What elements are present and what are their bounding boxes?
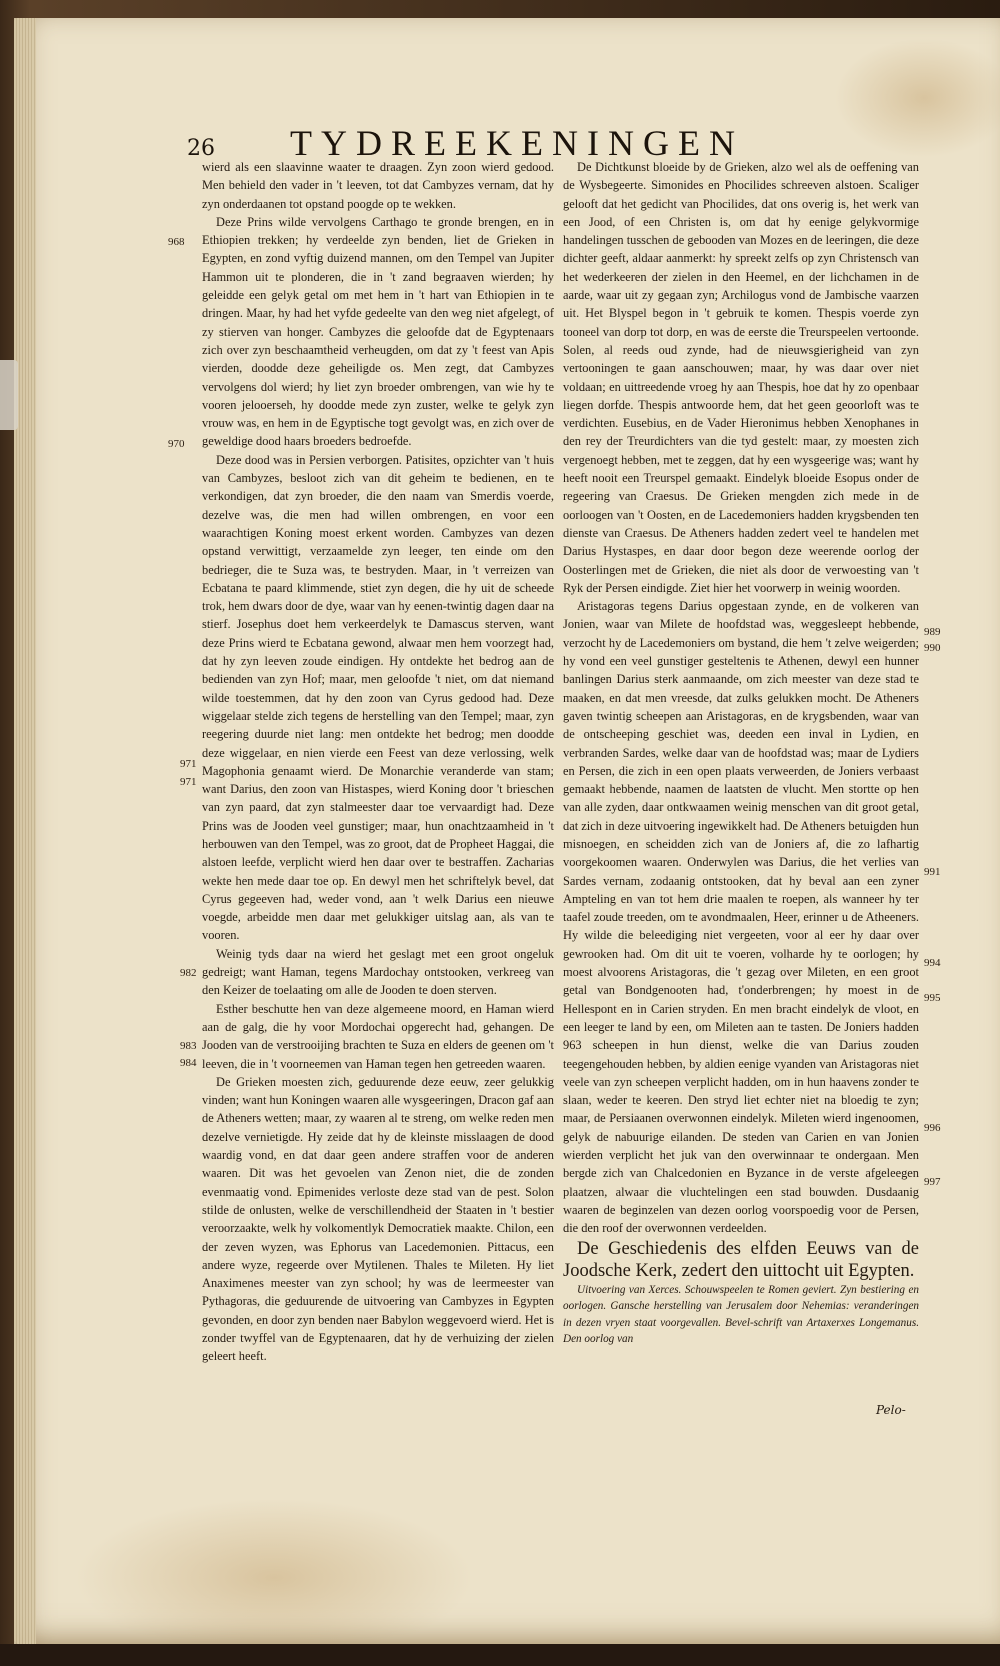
paragraph: Aristagoras tegens Darius opgestaan zynde, en de volkeren van Jonien, waar van Milete de hoofdstad was, weggesleept hebbende, verzocht hy de Lacedemoniers om bystand, die hem 't zelve weigerden; hy vond een veel gunstiger gesteltenis te Athenen, dewyl een hunner banlingen Darius sterk aanmaande, om zich meester van deze stad te maaken, en dat men vreesde, dat zulks gelukken mocht. De Atheners gaven twintig scheepen aan Aristagoras, en de krygsbenden, waar van de ontscheeping geschiet was, deeden een inval in Lydien, en verbranden Sardes, welke daar van de hoofdstad was; maar de Lydiers en Persen, die zich in een open plaats verweerden, de Joniers verbaast gemaakt hebbende, naamen de laatsten de vlucht. Men stortte op hen van alle zyden, daar ontkwaamen weinig menschen van dit groot getal, dat zich in deze uitvoering ingewikkelt had. De Atheners betuigden hun misnoegen, en scheidden zich van de Joniers af, die zo lafhartig voorgekoomen waaren. Onderwylen was Darius, die het verlies van Sardes vernam, zodaanig ontstooken, dat hy beval aan een zyner Ampteling en van tot hem drie maalen te roepen, als wanneer hy ter taafel zoude treeden, om te avondmaalen, Heer, erinner u de Atheeners. Hy wilde die beleediging niet vergeeten, voor al eer hy daar over gewrooken had. Om dit uit te voeren, volharde hy te oorlogen; hy moest alvoorens Aristagoras, die 't gezag over Mileten, en een groot getal van Bondgenooten had, t'onderbrengen; hy moest in de Hellespont en in Carien stryden. En men bracht eindelyk de vloot, en een leeger te land by een, om Mileten aan te tasten. De Joniers hadden 963 scheepen in hun dienst, welke die van Darius zouden teegengehouden hebben, by aldien eenige vyanden van Aristagoras niet veele van zyn scheepen verplicht hadden, om in hun haavens zonder te slaan, weder te keeren. Den stryd liet echter niet na bloedig te zyn; maar, de Persiaanen overwonnen eindelyk. Mileten wierd ingenoomen, gelyk de nabuurige eilanden. De steden van Carien en van Jonien wierden verplicht het juk van den overwinnaar te ondergaan. Men bergde zich van Chalcedonien en Byzance in de verste afgeleegen plaatzen, alwaar die vluchtelingen een stad bouwden. Dusdaanig waaren de beginzelen van dezen oorlog voorspoedig voor de Persen, die den roof der overwonnen verdeelden. — [563, 599, 919, 1236]
margin-year: 990 — [924, 642, 941, 654]
page-number: 26 — [187, 136, 215, 161]
section-summary: Uitvoering van Xerces. Schouwspeelen te Romen geviert. Zyn bestiering en oorlogen. Gansche herstelling van Jerusalem door Nehemias: veranderingen in dezen vryen staat voorgevallen. Bevel-schrift van Artaxerxes Longemanus. Den oorlog van — [563, 1283, 919, 1346]
margin-year: 971 — [180, 758, 197, 770]
margin-year: 997 — [924, 1176, 941, 1188]
left-column — [202, 158, 554, 1403]
margin-year: 989 — [924, 626, 941, 638]
margin-year: 970 — [168, 438, 185, 450]
paragraph: De Dichtkunst bloeide by de Grieken, alzo wel als de oeffening van de Wysbegeerte. Simonides en Phocilides schreeven alstoen. Scaliger gelooft dat het gedicht van Phocilides, dat ons overig is, het werk van een Jood, of een Christen is, om dat hy eenige gelykvormige handelingen tusschen de gebooden van Mozes en de leeringen, die deze dichter geeft, aldaar aanmerkt: hy spreekt zelfs op zyn Christensch van het wederkeeren der zielen in den Heemel, en der lichchamen in de aarde, waar uit zy gegaan zyn; Archilogus vond de Jambische vaarzen uit. Het Blyspel begon in 't gebruik te komen. Thespis voerde zyn tooneel van dorp tot dorp, en was de eerste die Treurspeelen vertoonde. Solen, al reeds oud zynde, had de nieuwsgierigheid van zyn vertooningen te gaan aanschouwen; maar, hy was daar over niet voldaan; en uittreedende vroeg hy aan Thespis, hoe dat hy zo openbaar liegen dorfde. Thespis antwoorde hem, dat het geen geoorloft was te verdichten. Eusebius, en de Vader Hieronimus hebben Xenophanes in den rey der Treurdichters van die tyd gestelt: maar, zy moesten zich vergenoegt hebben, met te zeggen, dat hy een wysgeerige was; want hy heeft nooit een Treurspel gemaakt. Eindelyk bloeide Esopus onder de regeering van Craesus. De Grieken mengden zich mede in de oorloogen van 't Oosten, en de Lacedemoniers hadden krygsbenden ten dienste van Craesus. De Atheners hadden zedert veel te handelen met Darius Hystaspes, en daar door begon deze weerende oorlog der Oosterlingen met de Grieken, die niet als door de verwoesting van 't Ryk der Persen eindigde. Ziet hier het voorwerp in weinig woorden. — [563, 160, 919, 595]
page-edge — [14, 18, 36, 1644]
catchword: Pelo- — [876, 1403, 906, 1417]
paragraph: Esther beschutte hen van deze algemeene moord, en Haman wierd aan de galg, die hy voor Mordochai opgerecht had, gehangen. De Jooden van de verstrooijing brachten te Suza en elders de geenen om 't leeven, die in 't voorneemen van Haman tegen hen getreeden waaren. — [202, 1001, 554, 1071]
margin-year: 971 — [180, 776, 197, 788]
page-tab — [0, 360, 18, 430]
margin-year: 994 — [924, 957, 941, 969]
right-column — [563, 158, 919, 1403]
section-heading: De Geschiedenis des elfden Eeuws van de Joodsche Kerk, zedert den uittocht uit Egypten. — [563, 1238, 919, 1281]
margin-year: 983 — [180, 1040, 197, 1052]
margin-year: 996 — [924, 1122, 941, 1134]
margin-year: 982 — [180, 967, 197, 979]
paragraph: Deze Prins wilde vervolgens Carthago te gronde brengen, en in Ethiopien trekken; hy verdeelde zyn benden, liet de Grieken in Egypten, en zond vyftig duizend mannen, om den Tempel van Jupiter Hammon uit te plonderen, die in 't zand begraaven wierden; hy geleidde een gelyk getal om met hem in 't hart van Ethiopien in te dringen. Maar, hy had het vyfde gedeelte van den weg niet afgelegt, of zy stierven van honger. Cambyzes die geloofde dat de Egyptenaars zich over zyn beschaamtheid verheugden, om dat zy 't feest van Apis vierden, doodde deze geheiligde os. Men zegt, dat Cambyzes vervolgens dol wierd; hy liet zyn broeder ombrengen, van wie hy te vooren jelooerseh, hy doodde mede zyn zuster, welke te gelyk zyn vrouw was, en hem in de Egyptische togt gevolgt was, en zich over de geweldige dood haars broeders bedroefde. — [202, 214, 554, 449]
margin-year: 991 — [924, 866, 941, 878]
paragraph: Deze dood was in Persien verborgen. Patisites, opzichter van 't huis van Cambyzes, besloot zich van dit geheim te bedienen, en te verkondigen, dat zyn broeder, die den naam van Smerdis voerde, dezelve was, die men had willen ombrengen, en voor een waarachtigen Koning moest erkent worden. Cambyzes van dezen opstand verwittigt, verzaamelde zyn leeger, ten einde om den bedrieger, die te Suza was, te bestryden. Maar, in 't verreizen van Ecbatana te paard klimmende, stiet zyn degen, die hy uit de scheede trok, hem dwars door de dye, waar van hy eenen-twintig dagen daar na stierf. Josephus doet hem verkeerdelyk te Damascus sterven, want deze Prins wierd te Ecbatana gewond, alwaar men hem voorzegt had, dat hy zyn leeven zoude eindigen. Hy ontdekte het bedrog aan de bedienden van zyn Hof; maar, men geloofde 't niet, om dat niemand wilde toestemmen, dat hy den zoon van Cyrus gedood had. Deze wiggelaar stelde zich tegens de herstelling van den Tempel; maar, zyn reegering duurde niet lang: men ontdekte het bedrog; men doodde deze wiggelaar, en nien vierde een Feest van deze verlossing, welk Magophonia genaamt wierd. De Monarchie veranderde van stam; want Darius, den zoon van Histaspes, wierd Koning door 't brieschen van zyn paard, dat zyn stalmeester daar toe vervaardigt had. Deze Prins was de Jooden veel gunstiger; maar, hun onachtzaamheid in 't herbouwen van den Tempel, was zo groot, dat de Propheet Haggai, die alstoen leefde, verplicht wierd hen daar over te bestraffen. Zacharias wekte hen mede daar toe op. En dewyl men het schriftelyk bevel, dat Cyrus gegeeven had, weder vond, aan 't welk Darius een nieuwe voegde, arbeidde men daar met gelukkiger uitslag aan, als van te vooren. — [202, 452, 554, 943]
paragraph: Weinig tyds daar na wierd het geslagt met een groot ongeluk gedreigt; want Haman, tegens Mardochay ontstooken, verkreeg van den Keizer de toelaating om alle de Jooden te doen sterven. — [202, 946, 554, 998]
paragraph: De Grieken moesten zich, geduurende deze eeuw, zeer gelukkig vinden; want hun Koningen waaren alle wysgeeringen, Dracon gaf aan de Atheners wetten; maar, zy waaren al te streng, om welke reden men dezelve vernietigde. Hy zeide dat hy de kleinste misslaagen de dood waardig vond, en dat daar geen andere straffen voor de anderen waaren. Dit was het gevoelen van Zenon niet, die de zonden evenmaatig vond. Epimenides verloste deze stad van de pest. Solon stilde de onlusten, welke de verschillendheid der Staaten in 't bestier veroorzaakte, welk hy volkomentlyk Democratiek maakte. Chilon, een der zeven wyzen, was Ephorus van Lacedemonien. Pittacus, een andere wyze, regeerde over Mytilenen. Thales te Mileten. Hy liet Anaximenes meester van zyn school; hy was de leermeester van Pythagoras, die geduurende de uitvoering van Cambyzes in Egypten gevonden, en door zyn benden naer Babylon weggevoerd wierd. Het is zonder twyffel van de Egyptenaaren, dat hy de verhuizing der zielen geleert heeft. — [202, 1074, 554, 1364]
running-title: TYDREEKENINGEN — [290, 123, 744, 163]
book-bottom-edge — [0, 1644, 1000, 1666]
margin-year: 968 — [168, 236, 185, 248]
stain — [74, 1498, 474, 1658]
margin-year: 995 — [924, 992, 941, 1004]
paragraph: wierd als een slaavinne waater te draagen. Zyn zoon wierd gedood. Men behield den vader in 't leeven, tot dat Cambyzes vernam, dat hy zyn onderdaanen tot opstand poogde op te wekken. — [202, 160, 554, 211]
margin-year: 984 — [180, 1057, 197, 1069]
